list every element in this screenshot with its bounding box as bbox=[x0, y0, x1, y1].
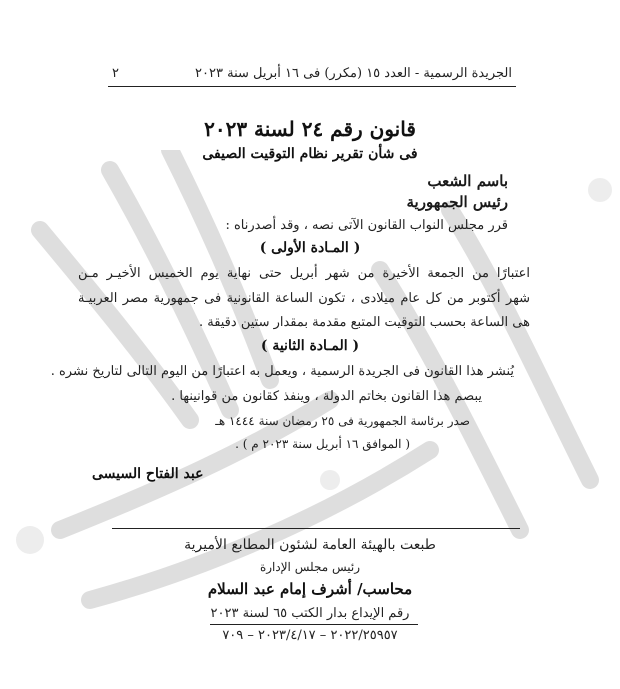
printed-by: طبعت بالهيئة العامة لشئون المطابع الأميرية bbox=[184, 537, 436, 553]
footer-code-divider bbox=[210, 624, 418, 625]
article-1-line: اعتبارًا من الجمعة الأخيرة من شهر أبريل حتى نهاية يوم الخميس الأخيـر مـن bbox=[78, 266, 530, 281]
issued-line: صدر برئاسة الجمهورية فى ٢٥ رمضان سنة ١٤٤٤ هـ bbox=[215, 414, 470, 428]
seal-line: يبصم هذا القانون بخاتم الدولة ، وينفذ كقانون من قوانينها . bbox=[171, 389, 482, 404]
print-code: ٢٠٢٢/٢٥٩٥٧ – ٢٠٢٣/٤/١٧ – ٧٠٩ bbox=[222, 628, 398, 643]
law-subtitle: فى شأن تقرير نظام التوقيت الصيفى bbox=[202, 146, 418, 162]
footer-divider bbox=[112, 528, 520, 529]
deposit-number: رقم الإيداع بدار الكتب ٦٥ لسنة ٢٠٢٣ bbox=[210, 606, 410, 621]
accountant-name: محاسب/ أشرف إمام عبد السلام bbox=[207, 580, 413, 598]
page-header bbox=[112, 66, 512, 81]
decision-line: قرر مجلس النواب القانون الآتى نصه ، وقد أصدرناه : bbox=[225, 218, 508, 233]
law-title: قانون رقم ٢٤ لسنة ٢٠٢٣ bbox=[204, 117, 416, 141]
board-chair-label: رئيس مجلس الإدارة bbox=[259, 560, 361, 574]
in-the-name-of-people: باسم الشعب bbox=[427, 172, 508, 190]
header-text: الجريدة الرسمية - العدد ١٥ (مكرر) فى ١٦ أبريل سنة ٢٠٢٣ bbox=[195, 66, 512, 81]
page-number: ٢ bbox=[112, 66, 119, 81]
president-title: رئيس الجمهورية bbox=[406, 193, 508, 211]
header-divider bbox=[108, 86, 516, 87]
president-signature: عبد الفتاح السيسى bbox=[92, 466, 204, 482]
article-1-line: هى الساعة بحسب التوقيت المتبع مقدمة بمقدار ستين دقيقة . bbox=[198, 315, 530, 330]
article-2-title: ( المـادة الثانية ) bbox=[260, 338, 360, 354]
corresponding-date-line: ( الموافق ١٦ أبريل سنة ٢٠٢٣ م ) . bbox=[235, 437, 410, 451]
publish-line: يُنشر هذا القانون فى الجريدة الرسمية ، ويعمل به اعتبارًا من اليوم التالى لتاريخ نشره . bbox=[50, 364, 514, 379]
article-1-title: ( المـادة الأولى ) bbox=[259, 240, 361, 256]
article-1-line: شهر أكتوبر من كل عام ميلادى ، تكون الساعة القانونية فى جمهورية مصر العربيـة bbox=[78, 291, 530, 306]
